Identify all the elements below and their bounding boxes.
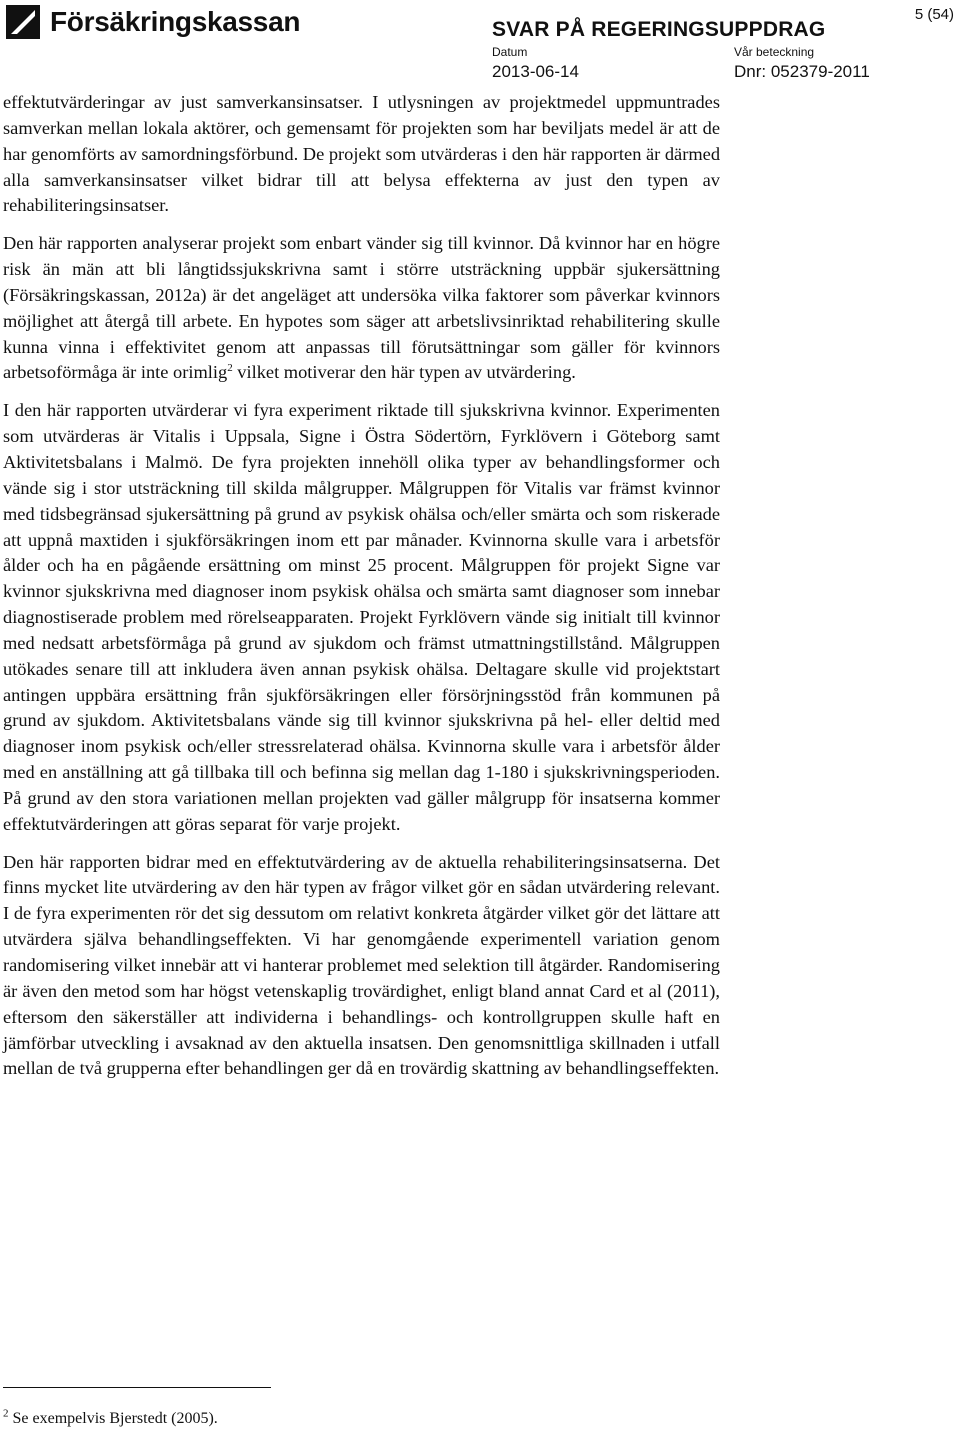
paragraph-with-footnote [3,231,720,386]
footnote-text: Se exempelvis Bjerstedt (2005). [12,1410,218,1427]
paragraph-text: Den här rapporten analyserar projekt som enbart vänder sig till kvinnor. Då kvinnor har en högre risk än män att bli långtidssjukskrivna samt i större utsträckning uppbär sjukersättning (Försäkringskassan, 2012a) är det angeläget att undersöka vilka faktorer som påverkar kvinnors möjlighet att återgå till arbete. En hypotes som säger att arbetslivsinriktad rehabilitering skulle kunna vinna i effektivitet genom att anpassas till förutsättningar som gäller för kvinnors arbetsoförmåga är inte orimlig [3,233,720,383]
paragraph: effektutvärderingar av just samverkansinsatser. I utlysningen av projektmedel uppmuntrades samverkan mellan lokala aktörer, och gemensamt för projekten som har beviljats medel är att de har genomförts av samordningsförbund. De projekt som utvärderas i den här rapporten är därmed alla samverkansinsatser vilket bidrar till att belysa effekterna av just den typen av rehabiliteringsinsatser. [3,92,721,216]
forsakringskassan-logo-icon [6,5,40,39]
footnote-divider [3,1387,271,1388]
reference-value: Dnr: 052379-2011 [734,62,870,81]
document-body [3,90,720,1094]
paragraph: Den här rapporten bidrar med en effektutvärdering av de aktuella rehabiliteringsinsatserna. Det finns mycket lite utvärdering av den här typen av frågor vilket gör en sådan utvärdering relevant. I de fyra experimenten rör det sig dessutom om relativt konkreta åtgärder vilket gör det lättare att utvärdera själva behandlingseffekten. Vi har genomgående experimentell variation genom randomisering vilket innebär att vi hanterar problemet med selektion till åtgärder. Randomisering är även den metod som har högst vetenskaplig trovärdighet, enligt bland annat Card et al (2011), eftersom den säkerställer att individerna i behandlings- och kontrollgruppen skulle haft en jämförbar utveckling i avsaknad av den aktuella insatsen. Den genomsnittliga skillnaden i utfall mellan de två grupperna efter behandlingen ger då en trovärdig skattning av behandlingseffekten. [3,851,720,1079]
paragraph-text-continued: vilket motiverar den här typen av utvärdering. [237,362,576,383]
footnote-number: 2 [3,1407,9,1420]
date-value: 2013-06-14 [492,62,579,81]
reference-label: Vår beteckning [734,45,815,59]
paragraph: I den här rapporten utvärderar vi fyra experiment riktade till sjukskrivna kvinnor. Experimenten som utvärderas är Vitalis i Uppsala, Signe i Östra Södertörn, Fyrklövern i Göteborg samt Aktivitetsbalans i Malmö. De fyra projekten innehöll olika typer av behandlingsformer och vände sig i stor utsträckning till skilda målgrupper. Målgruppen för Vitalis var främst kvinnor med tidsbegränsad sjukersättning på grund av psykisk ohälsa och/eller smärta och som riskerade att uppnå maxtiden i sjukförsäkringen inom ett par månader. Kvinnorna skulle vara i arbetsför ålder och ha en pågående ersättning om minst 25 procent. Målgruppen för projekt Signe var kvinnor sjukskrivna med diagnoser inom psykisk ohälsa och smärta samt diagnoser som innebar diagnostiserade problem med rörelseapparaten. Projekt Fyrklövern vände sig initialt till kvinnor med nedsatt arbetsförmåga på grund av sjukdom och främst utmattningstillstånd. Målgruppen utökades senare till att inkludera även annan psykisk ohälsa. Deltagare skulle vid projektstart antingen uppbära ersättning från sjukförsäkringen eller försörjningsstöd från kommunen på grund av sjukdom. Aktivitetsbalans vände sig till kvinnor sjukskrivna på hel- eller deltid med diagnoser inom psykisk och/eller stressrelaterad ohälsa. Kvinnorna skulle vara i arbetsför ålder med en anställning att gå tillbaka till och befinna sig mellan dag 1-180 i sjukskrivningsperioden. På grund av den stora variationen mellan projekten vad gäller målgrupp för insatserna kommer effektutvärderingen att göras separat för varje projekt. [3,400,720,834]
date-label: Datum [492,45,528,59]
footnote-reference: 2 [227,362,233,375]
page-header [0,0,960,90]
page-number: 5 (54) [914,6,954,23]
brand-name: Försäkringskassan [50,6,301,37]
report-type: SVAR PÅ REGERINGSUPPDRAG [492,18,826,41]
footnote [3,1407,218,1428]
